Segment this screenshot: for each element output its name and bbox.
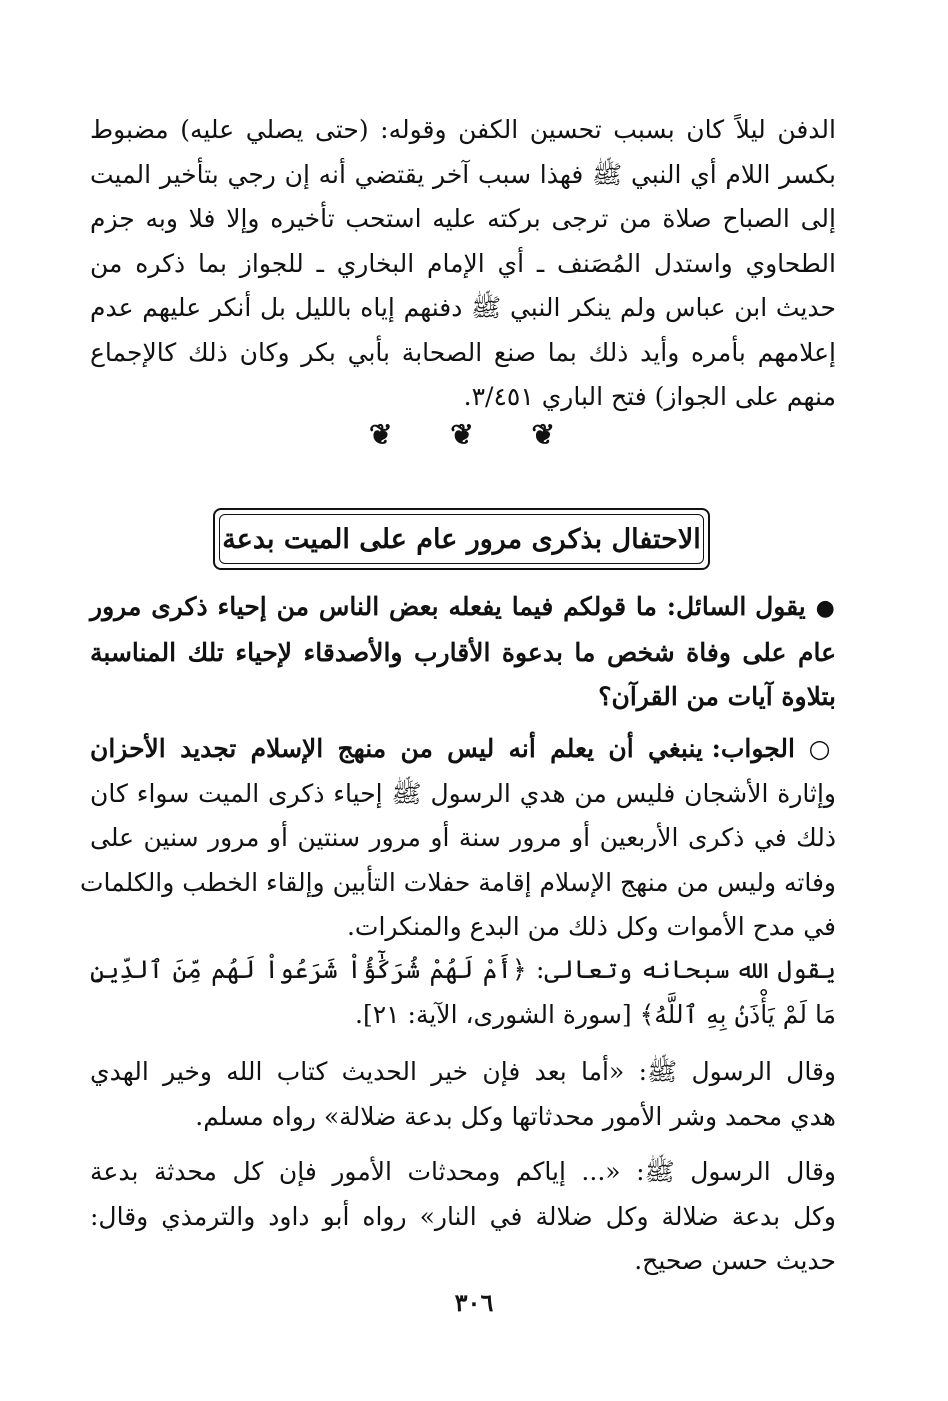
hadith-line: وكل بدعة ضلالة وكل ضلالة في النار» رواه أبو داود والترمذي وقال: [90,1201,836,1231]
intro-line: منهم على الجواز) فتح الباري ٣/٤٥١. [463,382,836,411]
question-line: عام على وفاة شخص ما بدعوة الأقارب والأصدقاء لإحياء تلك المناسبة [90,637,836,667]
quran-line: يقول الله سبحانه وتعالى: ﴿أَمْ لَهُمْ شُرَكَٰٓؤُاْ شَرَعُواْ لَهُم مِّنَ ٱلدِّينِ [90,955,836,984]
answer-line: في مدح الأموات وكل ذلك من البدع والمنكرات. [346,912,836,941]
quran-line: مَا لَمْ يَأْذَنۢ بِهِ ٱللَّهُ﴾ [سورة الشورى، الآية: ٢١]. [355,999,836,1029]
quran-citation [90,948,836,1037]
question-line: بتلاوة آيات من القرآن؟ [598,682,836,711]
question-line: ● يقول السائل: ما قولكم فيما يفعله بعض الناس من إحياء ذكرى مرور [90,592,836,621]
intro-line: إعلامهم بأمره وأيد ذلك بما صنع الصحابة بأبي بكر وكان ذلك كالإجماع [90,337,836,367]
answer-line: وإثارة الأشجان فليس من هدي الرسول ﷺ إحياء ذكرى الميت سواء كان [90,778,836,808]
answer-paragraph [80,727,836,950]
hadith-abu-dawud [90,1150,836,1284]
hadith-line: حديث حسن صحيح. [634,1246,836,1275]
section-heading: الاحتفال بذكرى مرور عام على الميت بدعة [222,523,701,555]
intro-line: حديث ابن عباس ولم ينكر النبي ﷺ دفنهم إياه بالليل بل أنكر عليهم عدم [90,293,836,322]
answer-line: ذلك في ذكرى الأربعين أو مرور سنة أو مرور سنتين أو مرور سنين على [90,823,836,852]
intro-paragraph [90,108,836,420]
hadith-muslim [90,1050,836,1139]
section-heading-frame [213,508,710,570]
hadith-line: وقال الرسول ﷺ: «أما بعد فإن خير الحديث كتاب الله وخير الهدي [90,1057,836,1086]
circle-marker-icon: ○ [808,734,836,763]
hadith-line: هدي محمد وشر الأمور محدثاتها وكل بدعة ضلالة» رواه مسلم. [195,1101,836,1131]
page-number: ٣٠٦ [454,1288,494,1317]
intro-line: الطحاوي واستدل المُصَنف ـ أي الإمام البخاري ـ للجواز بما ذكره من [90,248,836,278]
section-ornament: ❦ ❦ ❦ [369,418,579,451]
intro-line: إلى الصباح صلاة من ترجى بركته عليه استحب تأخيره وإلا فلا وبه جزم [90,204,836,233]
bullet-icon: ● [815,595,836,621]
answer-line: ○ الجواب: ينبغي أن يعلم أنه ليس من منهج الإسلام تجديد الأحزان [90,734,836,763]
question-paragraph [90,585,836,720]
intro-line: الدفن ليلاً كان بسبب تحسين الكفن وقوله: (حتى يصلي عليه) مضبوط [90,115,836,144]
intro-line: بكسر اللام أي النبي ﷺ فهذا سبب آخر يقتضي أنه إن رجي بتأخير الميت [90,159,836,189]
answer-line: وفاته وليس من منهج الإسلام إقامة حفلات التأبين وإلقاء الخطب والكلمات [80,867,836,897]
hadith-line: وقال الرسول ﷺ: «... إياكم ومحدثات الأمور فإن كل محدثة بدعة [90,1157,836,1186]
